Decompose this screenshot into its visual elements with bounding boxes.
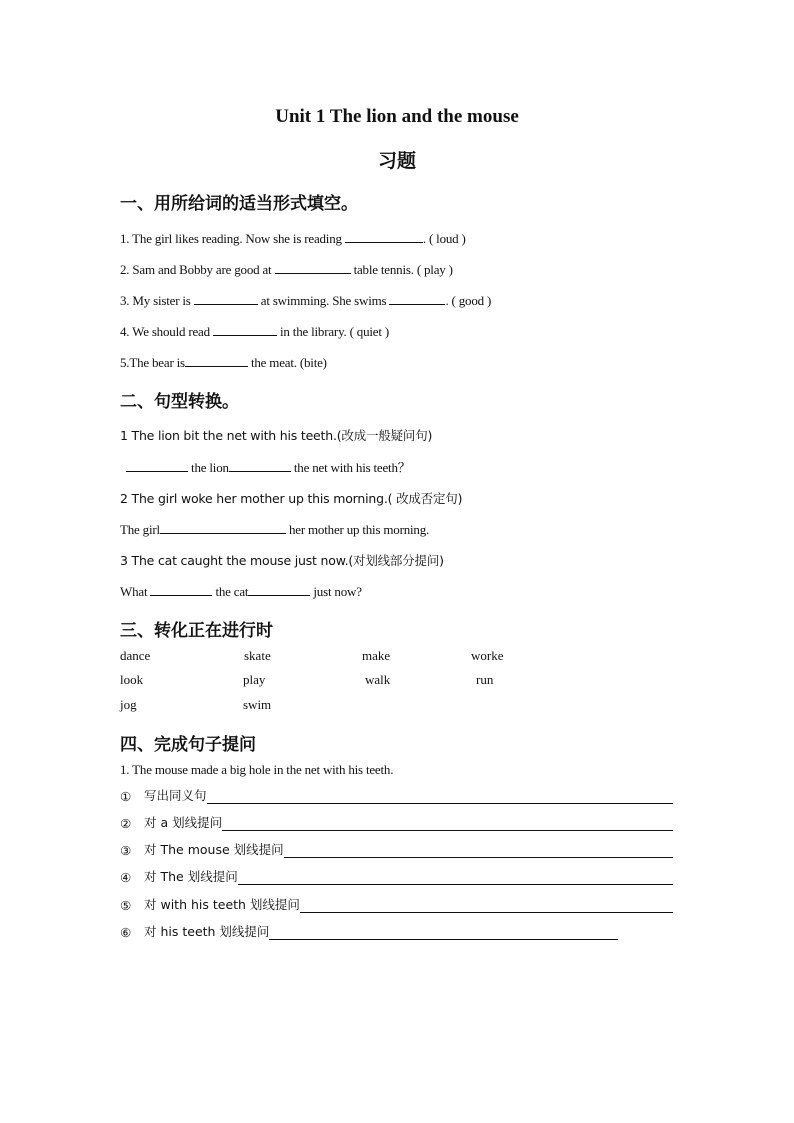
s2-question-3 xyxy=(120,551,444,569)
s2-a3-before: What xyxy=(120,584,151,599)
section-2-heading: 二、句型转换。 xyxy=(120,392,239,412)
s1-q3-text: 3. My sister is xyxy=(120,293,194,308)
s1-q3-middle: at swimming. She swims xyxy=(257,293,390,308)
answer-blank[interactable] xyxy=(160,520,286,534)
s1-q5-hint: the meat. (bite) xyxy=(247,355,327,370)
answer-blank[interactable] xyxy=(150,582,212,596)
s4-item-1 xyxy=(120,786,673,804)
item-label: 对 a 划线提问 xyxy=(144,815,223,830)
s1-q2-text: 2. Sam and Bobby are good at xyxy=(120,262,275,277)
verb-word: swim xyxy=(243,697,272,712)
answer-blank[interactable] xyxy=(213,322,277,336)
s2-a2-after: her mother up this morning. xyxy=(285,522,430,537)
s2-a2-before: The girl xyxy=(120,522,160,537)
section-3-heading: 三、转化正在进行时 xyxy=(120,621,273,641)
page-subtitle: 习题 xyxy=(377,150,416,172)
page-title: Unit 1 The lion and the mouse xyxy=(275,106,519,127)
verb-word: walk xyxy=(365,672,391,687)
section-1-heading: 一、用所给词的适当形式填空。 xyxy=(120,194,358,214)
s2-a1-after: the net with his teeth？ xyxy=(290,460,411,475)
s1-question-1 xyxy=(120,229,466,247)
answer-line[interactable] xyxy=(238,871,673,885)
s4-item-5 xyxy=(120,895,673,913)
s2-question-2 xyxy=(120,489,462,507)
s1-question-3 xyxy=(120,291,491,309)
answer-blank[interactable] xyxy=(275,260,351,274)
verb-word: run xyxy=(476,672,494,687)
item-number: ① xyxy=(120,789,132,804)
s2-answer-2 xyxy=(120,520,429,538)
s2-q1-text: 1 The lion bit the net with his teeth.(改成一般疑问句) xyxy=(120,428,433,443)
s2-answer-3 xyxy=(120,582,362,600)
s1-question-2 xyxy=(120,260,453,278)
s1-question-5 xyxy=(120,353,327,371)
answer-blank[interactable] xyxy=(248,582,310,596)
item-number: ④ xyxy=(120,870,132,885)
verb-word: skate xyxy=(244,648,271,663)
s1-q3-hint: . ( good ) xyxy=(445,293,492,308)
verb-word: worke xyxy=(471,648,504,663)
answer-line[interactable] xyxy=(207,790,673,804)
s1-q4-text: 4. We should read xyxy=(120,324,213,339)
answer-blank[interactable] xyxy=(389,291,445,305)
s1-q5-text: 5.The bear is xyxy=(120,355,185,370)
s1-question-4 xyxy=(120,322,389,340)
s2-answer-1 xyxy=(126,457,411,476)
verb-word: make xyxy=(362,648,391,663)
s4-sentence: 1. The mouse made a big hole in the net with his teeth. xyxy=(120,762,394,777)
item-label: 对 his teeth 划线提问 xyxy=(144,924,270,939)
s1-q1-hint: . ( loud ) xyxy=(422,231,466,246)
s2-question-1 xyxy=(120,426,432,444)
s2-a3-after: just now? xyxy=(310,584,362,599)
verb-word: dance xyxy=(120,648,151,663)
s1-q4-hint: in the library. ( quiet ) xyxy=(276,324,389,339)
item-label: 对 The mouse 划线提问 xyxy=(144,842,284,857)
verb-word: jog xyxy=(120,697,137,712)
s2-q2-text: 2 The girl woke her mother up this morning.( 改成否定句) xyxy=(120,491,463,506)
s1-q2-hint: table tennis. ( play ) xyxy=(350,262,453,277)
item-label: 写出同义句 xyxy=(144,788,207,803)
s4-item-2 xyxy=(120,813,673,831)
answer-blank[interactable] xyxy=(185,353,248,367)
answer-line[interactable] xyxy=(300,899,673,913)
s4-item-4 xyxy=(120,867,673,885)
item-number: ⑤ xyxy=(120,898,132,913)
verb-word: play xyxy=(243,672,266,687)
verb-word: look xyxy=(120,672,144,687)
answer-blank[interactable] xyxy=(194,291,258,305)
s1-q1-text: 1. The girl likes reading. Now she is reading xyxy=(120,231,345,246)
s4-item-6 xyxy=(120,922,618,940)
answer-blank[interactable] xyxy=(126,458,188,472)
item-number: ② xyxy=(120,816,132,831)
item-number: ③ xyxy=(120,843,132,858)
s4-item-3 xyxy=(120,840,673,858)
answer-blank[interactable] xyxy=(345,229,423,243)
s2-a1-middle: the lion xyxy=(188,460,229,475)
s2-a3-middle: the cat xyxy=(212,584,249,599)
answer-line[interactable] xyxy=(284,844,673,858)
answer-blank[interactable] xyxy=(229,458,291,472)
item-number: ⑥ xyxy=(120,925,132,940)
item-label: 对 The 划线提问 xyxy=(144,869,238,884)
answer-line[interactable] xyxy=(222,817,673,831)
s2-q3-text: 3 The cat caught the mouse just now.(对划线部分提问) xyxy=(120,553,444,568)
item-label: 对 with his teeth 划线提问 xyxy=(144,897,300,912)
answer-line[interactable] xyxy=(269,926,618,940)
section-4-heading: 四、完成句子提问 xyxy=(120,735,256,755)
